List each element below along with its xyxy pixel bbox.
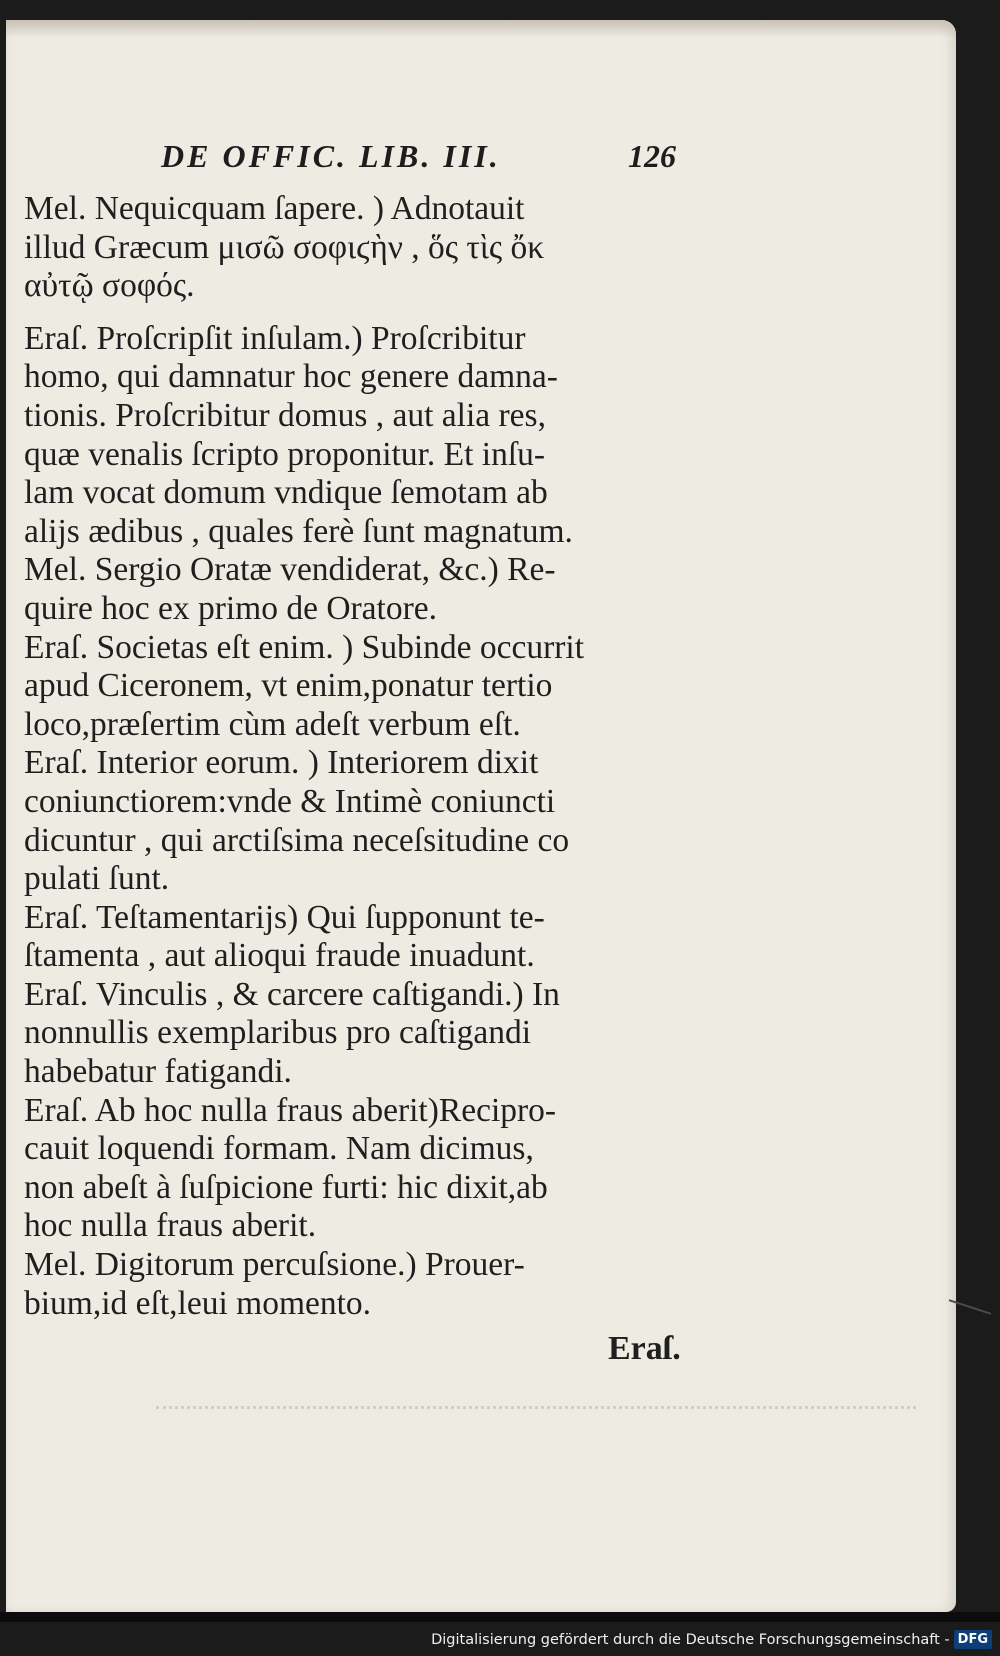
commentary-entry — [24, 976, 684, 1092]
text-line: Mel. Sergio Oratæ vendiderat, &c.) Re- — [24, 551, 556, 589]
text-line: coniunctiorem:vnde & Intimè coniuncti — [24, 782, 556, 820]
text-line: Eraſ. Ab hoc nulla fraus aberit)Recipro- — [24, 1091, 557, 1129]
text-line: dicuntur , qui arctiſsima neceſsitudine co — [24, 821, 570, 859]
book-page — [6, 20, 956, 1612]
text-line: αὐτῷ σοφός. — [24, 267, 195, 305]
text-line: cauit loquendi formam. Nam dicimus, — [24, 1130, 534, 1168]
text-line: Mel. Digitorum percuſsione.) Prouer- — [24, 1246, 525, 1284]
text-line: non abeſt à ſuſpicione furti: hic dixit,ab — [24, 1168, 548, 1206]
text-line: nonnullis exemplaribus pro caſtigandi — [24, 1014, 532, 1052]
funding-credit: Digitalisierung gefördert durch die Deutsche Forschungsgemeinschaft - — [431, 1632, 950, 1648]
commentary-entry — [24, 744, 684, 898]
text-line: apud Ciceronem, vt enim,ponatur tertio — [24, 667, 553, 705]
text-line: alijs ædibus , quales ferè ſunt magnatum. — [24, 512, 573, 550]
commentary-entry — [24, 320, 684, 552]
commentary-entry — [24, 1092, 684, 1246]
text-line: lam vocat domum vndique ſemotam ab — [24, 474, 548, 512]
text-line: habebatur fatigandi. — [24, 1053, 292, 1091]
text-line: ſtamenta , aut alioqui fraude inuadunt. — [24, 937, 535, 975]
page-header — [161, 138, 676, 188]
running-head: DE OFFIC. LIB. III. — [161, 138, 501, 174]
text-line: homo, qui damnatur hoc genere damna- — [24, 358, 558, 396]
dfg-logo: DFG — [954, 1630, 992, 1649]
text-line: pulati ſunt. — [24, 860, 170, 898]
text-line: quire hoc ex primo de Oratore. — [24, 589, 438, 627]
dotted-rule — [156, 1406, 916, 1409]
text-line: Eraſ. Societas eſt enim. ) Subinde occurrit — [24, 628, 585, 666]
text-line: loco,præſertim cùm adeſt verbum eſt. — [24, 705, 521, 743]
text-line: Eraſ. Teſtamentarijs) Qui ſupponunt te- — [24, 898, 545, 936]
page-number: 126 — [628, 138, 676, 174]
text-line: bium,id eſt,leui momento. — [24, 1284, 372, 1322]
text-line: quæ venalis ſcripto proponitur. Et inſu- — [24, 435, 546, 473]
text-line: Eraſ. Interior eorum. ) Interiorem dixit — [24, 744, 539, 782]
commentary-entry — [24, 1246, 684, 1323]
text-line: Mel. Nequicquam ſapere. ) Adnotauit — [24, 190, 525, 227]
commentary-entry — [24, 190, 684, 306]
text-line: Eraſ. Proſcripſit inſulam.) Proſcribitur — [24, 319, 526, 357]
text-line: Eraſ. Vinculis , & carcere caſtigandi.) In — [24, 975, 560, 1013]
text-line: tionis. Proſcribitur domus , aut alia res, — [24, 396, 546, 434]
text-line: hoc nulla fraus aberit. — [24, 1207, 317, 1245]
commentary-entry — [24, 629, 684, 745]
catchword: Eraſ. — [608, 1330, 681, 1367]
commentary-entry — [24, 899, 684, 976]
digitization-footer — [431, 1614, 992, 1654]
page-top-edge — [6, 20, 956, 38]
text-line: illud Græcum μισῶ σοφιϛὴν , ὅς τὶς ὄκ — [24, 228, 545, 266]
commentary-entry — [24, 551, 684, 628]
commentary-text — [24, 190, 684, 1323]
